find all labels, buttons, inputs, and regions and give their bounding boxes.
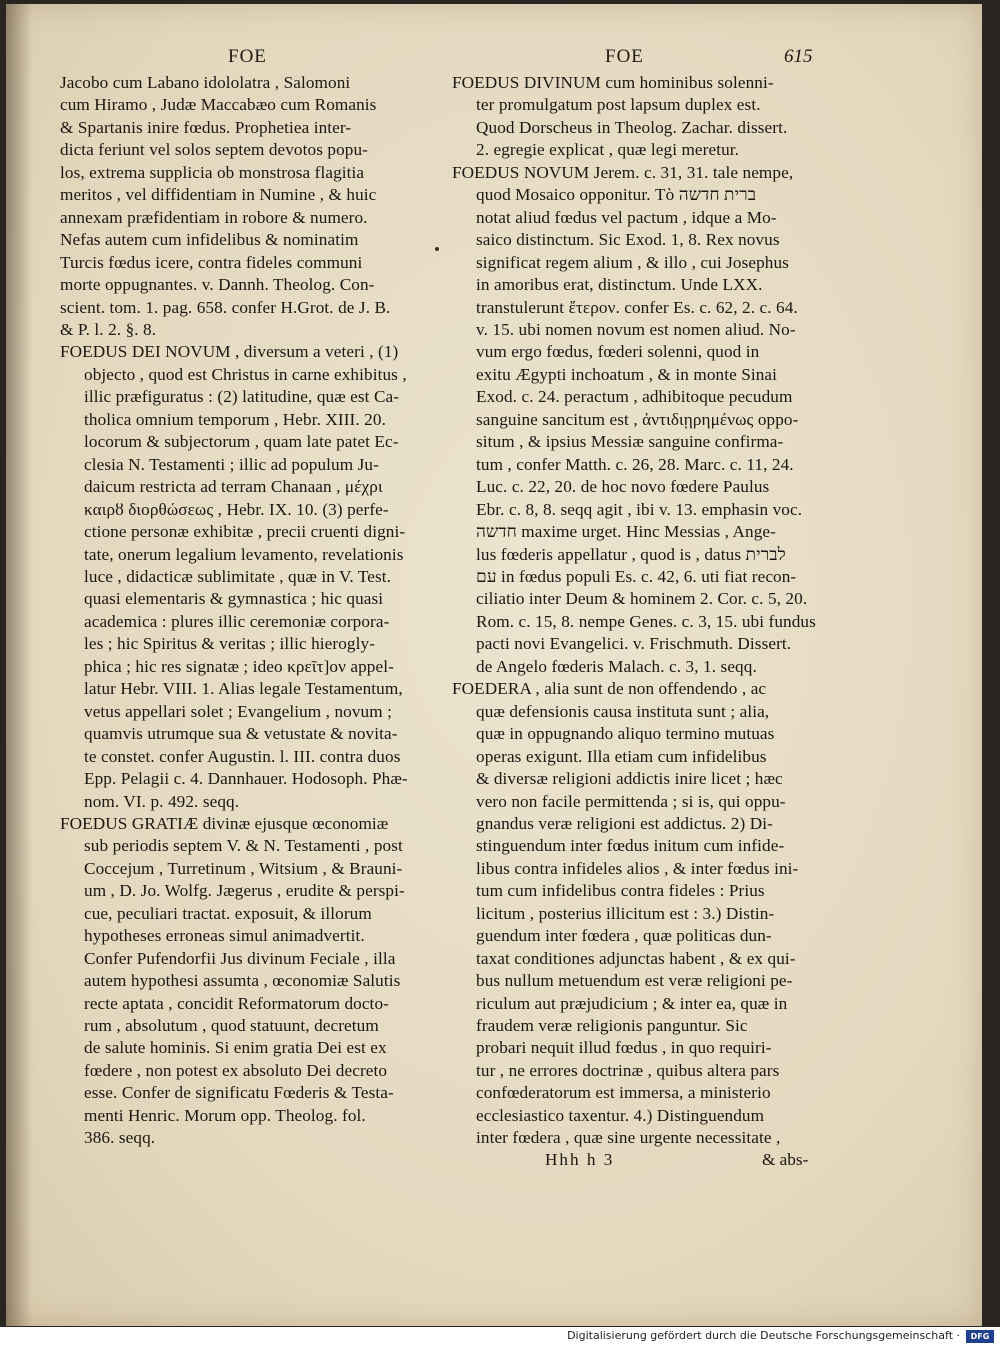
text-line: quæ defensionis causa instituta sunt ; alia, <box>476 701 770 721</box>
text-line: quasi elementaris & gymnastica ; hic quasi <box>84 589 384 609</box>
text-line: hypotheses erroneas simul animadvertit. <box>84 926 365 946</box>
text-line: locorum & subjectorum , quam late patet Ec- <box>84 432 399 452</box>
text-line: pacti novi Evangelici. v. Frischmuth. Dissert. <box>476 634 792 654</box>
text-line: morte oppugnantes. v. Dannh. Theolog. Con- <box>60 275 375 295</box>
gutter-shadow <box>6 4 32 1326</box>
text-line: confœderatorum est immersa, a ministerio <box>476 1083 771 1103</box>
text-line: in amoribus erat, distinctum. Unde LXX. <box>476 275 763 295</box>
text-line: quamvis utrumque sua & vetustate & novita- <box>84 724 398 744</box>
text-line: gnandus veræ religioni est addictus. 2) Di- <box>476 813 773 833</box>
text-line: um , D. Jo. Wolfg. Jægerus , erudite & perspi- <box>84 881 405 901</box>
text-line: ctione personæ exhibitæ , precii cruenti digni- <box>84 522 406 542</box>
text-line: menti Henric. Morum opp. Theolog. fol. <box>84 1105 366 1125</box>
text-line: tum cum infidelibus contra fideles : Prius <box>476 881 765 901</box>
text-line: 386. seqq. <box>84 1128 156 1148</box>
text-line: quæ in oppugnando aliquo termino mutuas <box>476 724 775 744</box>
text-line: inter fœdera , quæ sine urgente necessitate , <box>476 1128 781 1148</box>
text-line: notat aliud fœdus vel pactum , idque a Mo- <box>476 207 777 227</box>
text-line: v. 15. ubi nomen novum est nomen aliud. No- <box>476 319 796 339</box>
text-line: Nefas autem cum infidelibus & nominatim <box>60 230 359 250</box>
text-line: Confer Pufendorfii Jus divinum Feciale , illa <box>84 948 396 968</box>
text-line: & P. l. 2. §. 8. <box>60 319 157 339</box>
text-line: scient. tom. 1. pag. 658. confer H.Grot. de J. B. <box>60 297 391 317</box>
text-line: stinguendum inter fœdus initum cum infide- <box>476 836 785 856</box>
text-line: 2. egregie explicat , quæ legi meretur. <box>476 140 740 160</box>
text-line: illic præfiguratus : (2) latitudine, quæ est Ca- <box>84 387 400 407</box>
text-line: annexam præfidentiam in robore & numero. <box>60 207 368 227</box>
text-line: autem hypothesi assumta , œconomiæ Salutis <box>84 971 401 991</box>
text-line: חדשה maxime urget. Hinc Messias , Ange- <box>476 522 776 542</box>
text-line: bus nullum metuendum est veræ religioni pe- <box>476 971 793 991</box>
text-line: quod Mosaico opponitur. Τὸ ברית חדשה <box>476 185 757 205</box>
text-line: ciliatio inter Deum & hominem 2. Cor. c. 5, 20. <box>476 589 808 609</box>
text-line: Exod. c. 24. peractum , adhibitoque pecudum <box>476 387 793 407</box>
left-column <box>60 72 432 1150</box>
page-number: 615 <box>784 46 813 67</box>
text-line: & diversæ religioni addictis inire licet ; hæc <box>476 769 783 789</box>
text-line: cum Hiramo , Judæ Maccabæo cum Romanis <box>60 95 377 115</box>
entry-headword-line: FOEDUS NOVUM Jerem. c. 31, 31. tale nempe, <box>452 162 794 182</box>
text-line: tholica omnium temporum , Hebr. XIII. 20. <box>84 409 386 429</box>
text-line: Rom. c. 15, 8. nempe Genes. c. 3, 15. ubi fundus <box>476 611 816 631</box>
text-line: esse. Confer de significatu Fœderis & Testa- <box>84 1083 394 1103</box>
text-line: Jacobo cum Labano idololatra , Salomoni <box>60 73 351 92</box>
text-line: Epp. Pelagii c. 4. Dannhauer. Hodosoph. Phæ- <box>84 769 408 789</box>
text-line: lus fœderis appellatur , quod is , datus לברית <box>476 544 786 564</box>
text-line: licitum , posterius illicitum est : 3.) Distin- <box>476 903 775 923</box>
text-line: vum ergo fœdus, fœderi solenni, quod in <box>476 342 760 362</box>
text-line: academica : plures illic ceremoniæ corpora- <box>84 611 390 631</box>
text-line: daicum restricta ad terram Chanaan , μέχρι <box>84 477 383 497</box>
catchword: & abs- <box>762 1150 809 1169</box>
text-line: exitu Ægypti inchoatum , & in monte Sinai <box>476 364 778 384</box>
text-line: καιρȣ διορθώσεως , Hebr. IX. 10. (3) perfe- <box>84 499 389 519</box>
text-line: meritos , vel diffidentiam in Numine , & huic <box>60 185 377 205</box>
text-line: עם in fœdus populi Es. c. 42, 6. uti fiat recon- <box>476 566 797 586</box>
text-line: nom. VI. p. 492. seqq. <box>84 791 240 811</box>
funding-notice: Digitalisierung gefördert durch die Deutsche Forschungsgemeinschaft · <box>567 1329 960 1342</box>
text-line: objecto , quod est Christus in carne exhibitus , <box>84 364 407 384</box>
text-line: vetus appellari solet ; Evangelium , novum ; <box>84 701 392 721</box>
text-line: ecclesiastico taxentur. 4.) Distinguendum <box>476 1105 765 1125</box>
text-line: phica ; hic res signatæ ; ideo κρεῖτ]ον appel- <box>84 656 394 676</box>
text-line: Turcis fœdus icere, contra fideles communi <box>60 252 363 272</box>
running-head-right: FOE <box>605 46 644 67</box>
text-line: de Angelo fœderis Malach. c. 3, 1. seqq. <box>476 656 757 676</box>
text-line: te constet. confer Augustin. l. III. contra duos <box>84 746 401 766</box>
text-line: recte aptata , concidit Reformatorum docto- <box>84 993 389 1013</box>
text-line: operas exigunt. Illa etiam cum infidelibus <box>476 746 767 766</box>
entry-headword-line: FOEDUS DIVINUM cum hominibus solenni- <box>452 73 774 92</box>
entry-headword-line: FOEDUS GRATIÆ divinæ ejusque œconomiæ <box>60 813 389 833</box>
scan-footer-bar <box>0 1327 1000 1347</box>
text-line: dicta feriunt vel solos septem devotos popu- <box>60 140 368 160</box>
text-line: saico distinctum. Sic Exod. 1, 8. Rex novus <box>476 230 780 250</box>
text-line: vero non facile permittenda ; si is, qui oppu- <box>476 791 786 811</box>
text-line: de salute hominis. Si enim gratia Dei est ex <box>84 1038 387 1058</box>
text-line: tur , ne errores doctrinæ , quibus altera pars <box>476 1060 780 1080</box>
text-line: los, extrema supplicia ob monstrosa flagitia <box>60 162 365 182</box>
text-line: & Spartanis inire fœdus. Prophetiea inter- <box>60 117 352 137</box>
signature-mark: Hhh h 3 <box>545 1150 615 1169</box>
text-line: taxat conditiones adjunctas habent , & ex qui- <box>476 948 796 968</box>
entry-headword-line: FOEDERA , alia sunt de non offendendo , ac <box>452 679 767 699</box>
text-line: les ; hic Spiritus & veritas ; illic hierogly- <box>84 634 376 654</box>
dfg-logo: DFG <box>966 1330 994 1343</box>
text-line: ter promulgatum post lapsum duplex est. <box>476 95 761 115</box>
text-line: sanguine sancitum est , ἀντιδιῃρημένως oppo- <box>476 409 799 429</box>
text-line: fœdere , non potest ex absoluto Dei decreto <box>84 1060 388 1080</box>
running-head-left: FOE <box>228 46 267 67</box>
text-line: probari nequit illud fœdus , in quo requiri- <box>476 1038 772 1058</box>
text-line: transtulerunt ἕτερον. confer Es. c. 62, 2. c. 64. <box>476 297 798 317</box>
text-line: guendum inter fœdera , quæ politicas dun- <box>476 926 772 946</box>
text-line: fraudem veræ religionis panguntur. Sic <box>476 1016 748 1036</box>
text-line: clesia N. Testamenti ; illic ad populum Ju- <box>84 454 379 474</box>
text-line: cue, peculiari tractat. exposuit, & illorum <box>84 903 372 923</box>
text-line: Luc. c. 22, 20. de hoc novo fœdere Paulus <box>476 477 770 497</box>
text-line: situm , & ipsius Messiæ sanguine confirma- <box>476 432 784 452</box>
text-line: latur Hebr. VIII. 1. Alias legale Testamentum, <box>84 679 403 699</box>
text-line: tum , confer Matth. c. 26, 28. Marc. c. 11, 24. <box>476 454 794 474</box>
right-column <box>452 72 824 1150</box>
text-line: Quod Dorscheus in Theolog. Zachar. dissert. <box>476 117 788 137</box>
text-line: rum , absolutum , quod statuunt, decretum <box>84 1016 379 1036</box>
text-line: Coccejum , Turretinum , Witsium , & Brauni- <box>84 858 403 878</box>
text-line: sub periodis septem V. & N. Testamenti , post <box>84 836 403 856</box>
text-line: riculum aut præjudicium ; & inter ea, quæ in <box>476 993 788 1013</box>
text-line: libus contra infideles alios , & inter fœdus ini- <box>476 858 799 878</box>
text-line: Ebr. c. 8, 8. seqq agit , ibi v. 13. emphasin voc. <box>476 499 803 519</box>
text-line: significat regem alium , & illo , cui Josephus <box>476 252 789 272</box>
entry-headword-line: FOEDUS DEI NOVUM , diversum a veteri , (1) <box>60 342 399 362</box>
text-line: luce , didacticæ sublimitate , quæ in V. Test. <box>84 566 392 586</box>
ink-speck <box>435 247 439 251</box>
text-line: tate, onerum legalium levamento, revelationis <box>84 544 404 564</box>
